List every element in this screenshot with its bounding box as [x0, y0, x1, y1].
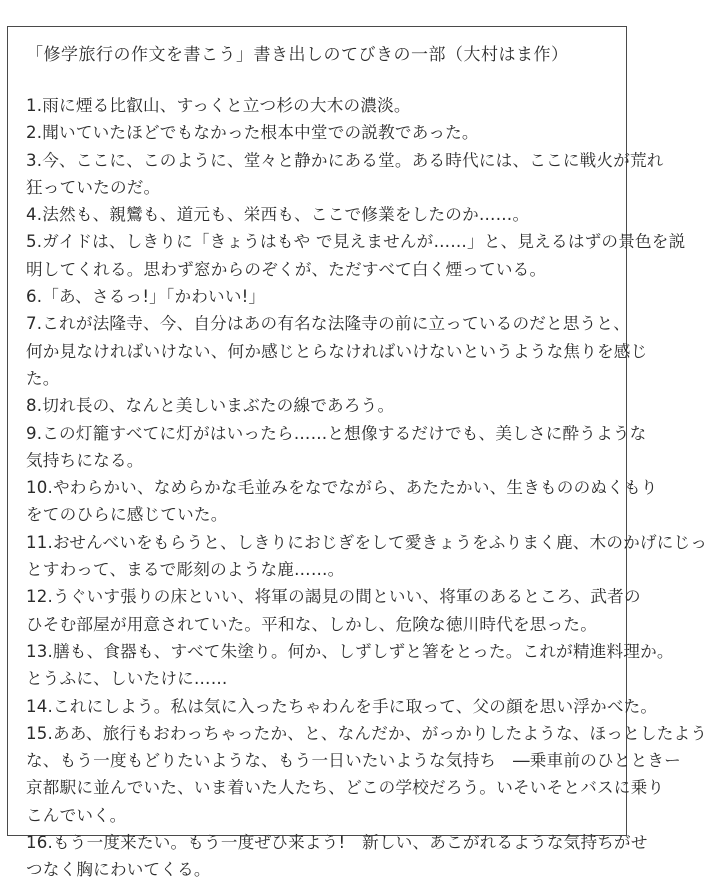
list-item — [26, 693, 658, 720]
list-item — [26, 283, 621, 310]
list-item — [26, 310, 648, 392]
list-item — [26, 420, 647, 475]
list-item-line: をてのひらに感じていた。 — [26, 505, 228, 525]
list-item-line: 7.これが法隆寺、今、自分はあの有名な法隆寺の前に立っているのだと思うと、 — [26, 314, 631, 334]
list-item-line: 12.うぐいす張りの床といい、将軍の謁見の間といい、将軍のあるところ、武者の — [26, 587, 641, 607]
list-item — [26, 583, 641, 638]
list-item-line: 気持ちになる。 — [26, 450, 144, 470]
list-item — [26, 228, 686, 283]
list-item-line: とすわって、まるで彫刻のような鹿……。 — [26, 560, 345, 580]
list-item-line: な、もう一度もどりたいような、もう一日いたいような気持ち ―乗車前のひとときー — [26, 751, 681, 771]
list-item-line: 明してくれる。思わず窓からのぞくが、ただすべて白く煙っている。 — [26, 259, 547, 279]
list-item-line: 1.雨に煙る比叡山、すっくと立つ杉の大木の濃淡。 — [26, 96, 411, 115]
list-item-line: つなく胸にわいてくる。 — [26, 860, 211, 880]
list-item — [26, 829, 648, 884]
list-item-line: 6.「あ、さるっ!」「かわいい!」 — [26, 287, 266, 307]
list-item — [26, 147, 664, 202]
list-item-line: 4.法然も、親鸞も、道元も、栄西も、ここで修業をしたのか……。 — [26, 205, 530, 225]
list-item-line: 京都駅に並んでいた、いま着いた人たち、どこの学校だろう。いそいそとバスに乗り — [26, 778, 665, 798]
list-item-line: 2.聞いていたほどでもなかった根本中堂での説教であった。 — [26, 123, 479, 143]
list-item-line: 14.これにしよう。私は気に入ったちゃわんを手に取って、父の顔を思い浮かべた。 — [26, 696, 658, 716]
list-item-line: ひそむ部屋が用意されていた。平和な、しかし、危険な徳川時代を思った。 — [26, 614, 597, 634]
list-item — [26, 119, 621, 146]
list-item — [26, 529, 707, 584]
list-item-line: こんでいく。 — [26, 805, 127, 825]
list-item — [26, 474, 658, 529]
list-item — [26, 201, 621, 228]
list-item — [26, 92, 621, 119]
document-title: 「修学旅行の作文を書こう」書き出しのてびきの一部（大村はま作） — [26, 45, 569, 65]
list-item-line: 何か見なければいけない、何か感じとらなければいけないというような焦りを感じ — [26, 341, 648, 361]
list-item-line: 3.今、ここに、このように、堂々と静かにある堂。ある時代には、ここに戦火が荒れ — [26, 150, 664, 170]
list-item-line: 狂っていたのだ。 — [26, 177, 161, 197]
list-item-line: 15.ああ、旅行もおわっちゃったか、と、なんだか、がっかりしたような、ほっとしたよう — [26, 723, 707, 743]
list-item-line: 13.膳も、食器も、すべて朱塗り。何か、しずしずと箸をとった。これが精進料理か。 — [26, 641, 674, 661]
numbered-list — [26, 92, 707, 884]
list-item — [26, 638, 674, 693]
list-item-line: 16.もう一度来たい。もう一度ぜひ来よう! 新しい、あこがれるような気持ちがせ — [26, 833, 648, 853]
list-item-line: た。 — [26, 368, 60, 388]
list-item-line: 9.この灯籠すべてに灯がはいったら……と想像するだけでも、美しさに酔うような — [26, 423, 647, 443]
list-item — [26, 720, 707, 829]
list-item-line: 5.ガイドは、しきりに「きょうはもや で見えませんが……」と、見えるはずの景色を説 — [26, 232, 686, 252]
list-item-line: 11.おせんべいをもらうと、しきりにおじぎをして愛きょうをふりまく鹿、木のかげにじっ — [26, 532, 707, 552]
list-item-line: 10.やわらかい、なめらかな毛並みをなでながら、あたたかい、生きもののぬくもり — [26, 478, 658, 498]
list-item-line: 8.切れ長の、なんと美しいまぶたの線であろう。 — [26, 396, 395, 416]
list-item-line: とうふに、しいたけに…… — [26, 669, 228, 689]
list-item — [26, 392, 621, 419]
